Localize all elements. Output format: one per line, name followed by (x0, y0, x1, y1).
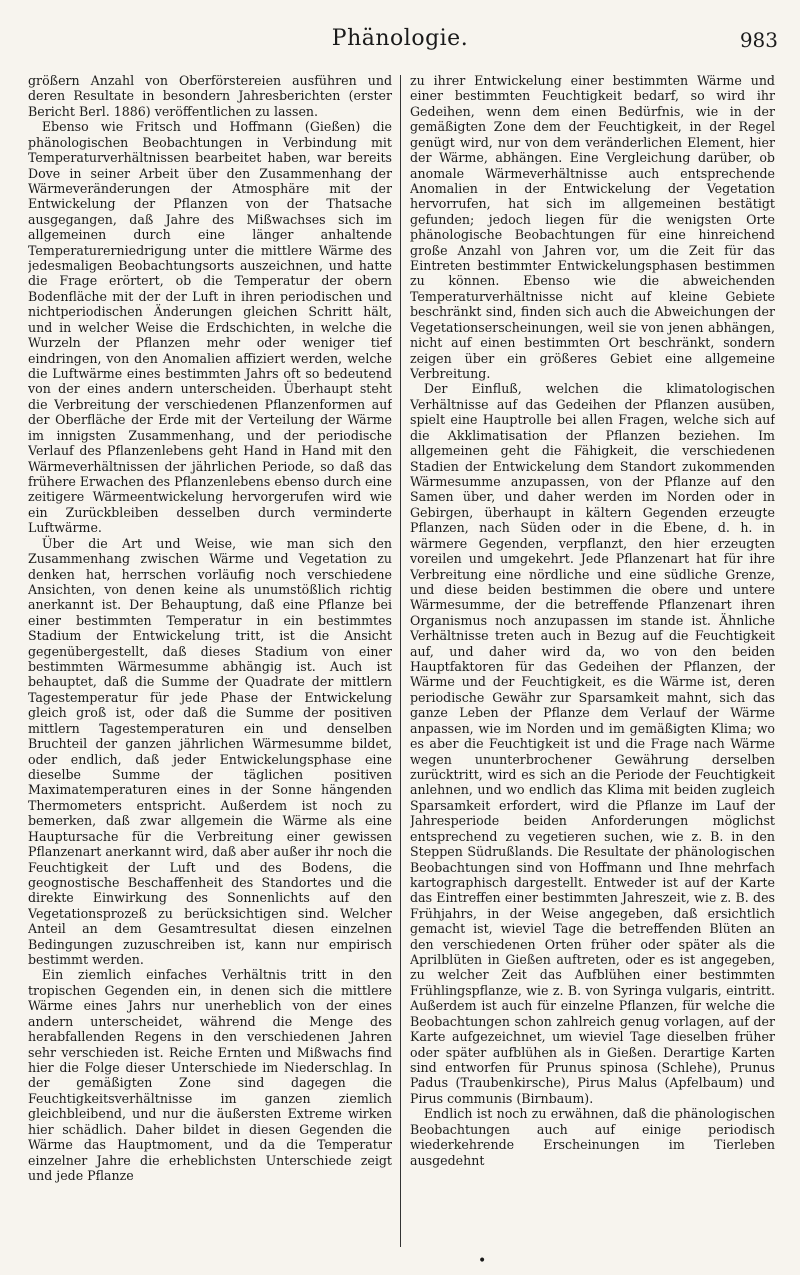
page-title: Phänologie. (331, 26, 469, 51)
paragraph: Endlich ist noch zu erwähnen, daß die phänologischen Beobachtungen auch auf einige periodisch wiederkehrende Erscheinungen im Tierleben ausgedehnt (410, 1106, 775, 1168)
paragraph: Über die Art und Weise, wie man sich den Zusammenhang zwischen Wärme und Vegetation zu denken hat, herrschen vorläufig noch verschiedene Ansichten, von denen keine als unumstößlich richtig anerkannt ist. Der Behauptung, daß eine Pflanze bei einer bestimmten Temperatur in ein bestimmtes Stadium der Entwickelung tritt, ist die Ansicht gegenübergestellt, daß dieses Stadium von einer bestimmten Wärmesumme abhängig ist. Auch ist behauptet, daß die Summe der Quadrate der mittlern Tagestemperatur für jede Phase der Entwickelung gleich groß ist, oder daß die Summe der positiven mittlern Tagestemperaturen ein und denselben Bruchteil der ganzen jährlichen Wärmesumme bildet, oder endlich, daß jeder Entwickelungsphase eine dieselbe Summe der täglichen positiven Maximatemperaturen eines in der Sonne hängenden Thermometers entspricht. Außerdem ist noch zu bemerken, daß zwar allgemein die Wärme als eine Hauptursache für die Verbreitung einer gewissen Pflanzenart anerkannt wird, daß aber außer ihr noch die Feuchtigkeit der Luft und des Bodens, die geognostische Beschaffenheit des Standortes und die direkte Einwirkung des Sonnenlichts auf den Vegetationsprozeß zu berücksichtigen sind. Welcher Anteil an dem Gesamtresultat diesen einzelnen Bedingungen zuzuschreiben ist, kann nur empirisch bestimmt werden. (28, 535, 392, 968)
left-column (28, 73, 392, 1257)
paragraph: Der Einfluß, welchen die klimatologischen Verhältnisse auf das Gedeihen der Pflanzen ausüben, spielt eine Hauptrolle bei allen Fragen, welche sich auf die Akklimatisation der Pflanzen beziehen. Im allgemeinen geht die Fähigkeit, die verschiedenen Stadien der Entwickelung dem Standort zukommenden Wärmesumme anzupassen, von der Pflanze auf den Samen über, und daher werden im Norden oder in Gebirgen, überhaupt in kältern Gegenden erzeugte Pflanzen, nach Süden oder in die Ebene, d. h. in wärmere Gegenden, verpflanzt, den hier erzeugten voreilen und umgekehrt. Jede Pflanzenart hat für ihre Verbreitung eine nördliche und eine südliche Grenze, und diese beiden bestimmen die obere und untere Wärmesumme, der die betreffende Pflanzenart ihren Organismus noch anzupassen im stande ist. Ähnliche Verhältnisse treten auch in Bezug auf die Feuchtigkeit auf, und daher wird da, wo von den beiden Hauptfaktoren für das Gedeihen der Pflanzen, der Wärme und der Feuchtigkeit, es die Wärme ist, deren periodische Gewähr zur Sparsamkeit mahnt, sich das ganze Leben der Pflanze dem Verlauf der Wärme anpassen, wie im Norden und im gemäßigten Klima; wo es aber die Feuchtigkeit ist und die Frage nach Wärme wegen ununterbrochener Gewährung derselben zurücktritt, wird es sich an die Periode der Feuchtigkeit anlehnen, und wo endlich das Klima mit beiden zugleich Sparsamkeit erfordert, wird die Pflanze im Lauf der Jahresperiode beiden Anforderungen möglichst entsprechend zu vegetieren suchen, wie z. B. in den Steppen Südrußlands. Die Resultate der phänologischen Beobachtungen sind von Hoffmann und Ihne mehrfach kartographisch dargestellt. Entweder ist auf der Karte das Eintreffen einer bestimmten Jahreszeit, wie z. B. des Frühjahrs, in der Weise angegeben, daß ersichtlich gemacht ist, wieviel Tage die betreffenden Blüten an den verschiedenen Orten früher oder später als die Aprilblüten in Gießen auftreten, oder es ist angegeben, zu welcher Zeit das Aufblühen einer bestimmten Frühlingspflanze, wie z. B. von Syringa vulgaris, eintritt. Außerdem ist auch für einzelne Pflanzen, für welche die Beobachtungen schon zahlreich genug vorlagen, auf der Karte aufgezeichnet, um wieviel Tage dieselben früher oder später aufblühen als in Gießen. Derartige Karten sind entworfen für Prunus spinosa (Schlehe), Prunus Padus (Traubenkirsche), Pirus Malus (Apfelbaum) und Pirus communis (Birnbaum). (410, 381, 775, 1106)
paragraph: Ebenso wie Fritsch und Hoffmann (Gießen) die phänologischen Beobachtungen in Verbindung mit Temperaturverhältnissen bearbeitet haben, war bereits Dove in seiner Arbeit über den Zusammenhang der Wärmeveränderungen der Atmosphäre mit der Entwickelung der Pflanzen von der Thatsache ausgegangen, daß Jahre des Mißwachses sich im allgemeinen durch eine länger anhaltende Temperaturerniedrigung unter die mittlere Wärme des jedesmaligen Beobachtungsorts auszeichnen, und hatte die Frage erörtert, ob die Temperatur der obern Bodenfläche mit der der Luft in ihren periodischen und nichtperiodischen Änderungen gleichen Schritt hält, und in welcher Weise die Erdschichten, in welche die Wurzeln der Pflanzen mehr oder weniger tief eindringen, von den Anomalien affiziert werden, welche die Luftwärme eines bestimmten Jahrs oft so bedeutend von der eines andern unterscheiden. Überhaupt steht die Verbreitung der verschiedenen Pflanzenformen auf der Oberfläche der Erde mit der Verteilung der Wärme im innigsten Zusammenhang, und der periodische Verlauf des Pflanzenlebens geht Hand in Hand mit den Wärmeverhältnissen der jährlichen Periode, so daß das frühere Erwachen des Pflanzenlebens ebenso durch eine zeitigere Wärmeentwickelung hervorgerufen wird wie ein Zurückbleiben desselben durch verminderte Luftwärme. (28, 119, 392, 536)
right-column (410, 73, 775, 1257)
column-divider (400, 75, 401, 1247)
page-number: 983 (739, 28, 778, 52)
paragraph: Ein ziemlich einfaches Verhältnis tritt in den tropischen Gegenden ein, in denen sich die mittlere Wärme eines Jahrs nur unerheblich von der eines andern unterscheidet, während die Menge des herabfallenden Regens in den verschiedenen Jahren sehr verschieden ist. Reiche Ernten und Mißwachs find hier die Folge dieser Unterschiede im Niederschlag. In der gemäßigten Zone sind dagegen die Feuchtigkeitsverhältnisse im ganzen ziemlich gleichbleibend, und nur die äußersten Extreme wirken hier schädlich. Daher bildet in diesen Gegenden die Wärme das Hauptmoment, und da die Temperatur einzelner Jahre die erheblichsten Unterschiede zeigt und jede Pflanze (28, 967, 392, 1183)
paragraph: zu ihrer Entwickelung einer bestimmten Wärme und einer bestimmten Feuchtigkeit bedarf, so wird ihr Gedeihen, wenn dem einen Bedürfnis, wie in der gemäßigten Zone dem der Feuchtigkeit, in der Regel genügt wird, nur von dem veränderlichen Element, hier der Wärme, abhängen. Eine Vergleichung darüber, ob anomale Wärmeverhältnisse auch entsprechende Anomalien in der Entwickelung der Vegetation hervorrufen, hat sich im allgemeinen bestätigt gefunden; jedoch liegen für die wenigsten Orte phänologische Beobachtungen für eine hinreichend große Anzahl von Jahren vor, um die Zeit für das Eintreten bestimmter Entwickelungsphasen bestimmen zu können. Ebenso wie die abweichenden Temperaturverhältnisse nicht auf kleine Gebiete beschränkt sind, finden sich auch die Abweichungen der Vegetationserscheinungen, weil sie von jenen abhängen, nicht auf einen bestimmten Ort beschränkt, sondern zeigen über ein größeres Gebiet eine allgemeine Verbreitung. (410, 73, 775, 382)
page-header (0, 26, 800, 62)
footer-mark: • (478, 1253, 487, 1269)
paragraph: größern Anzahl von Oberförstereien ausführen und deren Resultate in besondern Jahresberichten (erster Bericht Berl. 1886) veröffentlichen zu lassen. (28, 73, 392, 119)
